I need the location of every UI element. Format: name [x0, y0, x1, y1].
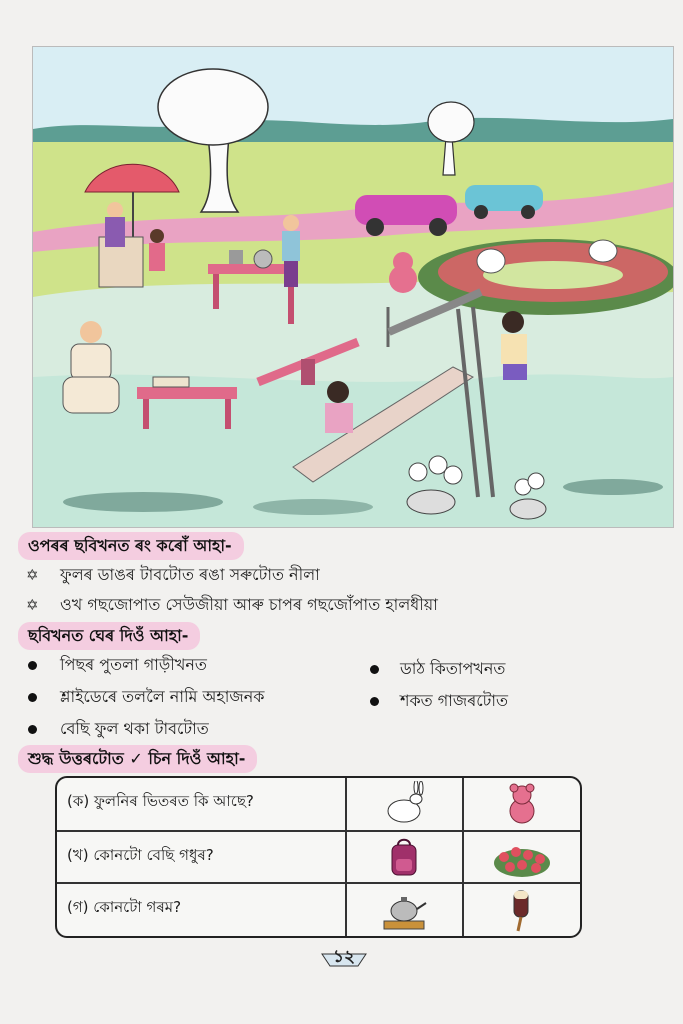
school-bag-icon[interactable]	[374, 835, 434, 881]
circle-task-flower-pot: বেছি ফুল থকা টাবটোত	[60, 719, 209, 738]
flower-bush-icon[interactable]	[492, 835, 552, 881]
bullet-dot-icon	[28, 725, 37, 734]
circle-task-back-car: পিছৰ পুতলা গাড়ীখনত	[60, 655, 207, 674]
page-number	[318, 942, 370, 970]
star-bullet-icon: ✡	[26, 596, 39, 614]
color-task-2: ওখ গছজোপাত সেউজীয়া আৰু চাপৰ গছজোঁপাত হালধীয়া	[60, 595, 438, 614]
page-number-text: ১২	[332, 947, 356, 967]
table-row	[57, 830, 580, 884]
color-task-1: ফুলৰ ডাঙৰ টাবটোত ৰঙা সৰুটোত নীলা	[60, 565, 320, 584]
teddy-bear-icon[interactable]	[492, 781, 552, 827]
circle-task-slide-child: শ্লাইডেৰে তললৈ নামি অহাজনক	[60, 687, 265, 706]
tick-heading: শুদ্ধ উত্তৰটোত ✓ চিন দিওঁ আহা-	[18, 745, 257, 773]
circle-heading: ছবিখনত ঘেৰ দিওঁ আহা-	[18, 622, 200, 650]
question-table	[55, 776, 582, 938]
circle-task-carrot: শকত গাজৰটোত	[400, 691, 508, 710]
star-bullet-icon: ✡	[26, 566, 39, 584]
question-text: (ক) ফুলনিৰ ভিতৰত কি আছে?	[67, 792, 254, 810]
table-row	[57, 882, 580, 936]
bullet-dot-icon	[370, 697, 379, 706]
bullet-dot-icon	[28, 661, 37, 670]
table-row	[57, 778, 580, 830]
kettle-on-stove-icon[interactable]	[374, 887, 434, 933]
rabbit-icon[interactable]	[374, 781, 434, 827]
park-illustration	[32, 46, 674, 528]
bullet-dot-icon	[370, 665, 379, 674]
bullet-dot-icon	[28, 693, 37, 702]
color-heading: ওপৰৰ ছবিখনত ৰং কৰোঁ আহা-	[18, 532, 244, 560]
circle-task-thick-book: ডাঠ কিতাপখনত	[400, 659, 506, 678]
question-text: (গ) কোনটো গৰম?	[67, 898, 182, 916]
ice-cream-icon[interactable]	[492, 887, 552, 933]
question-text: (খ) কোনটো বেছি গধুৰ?	[67, 846, 214, 864]
